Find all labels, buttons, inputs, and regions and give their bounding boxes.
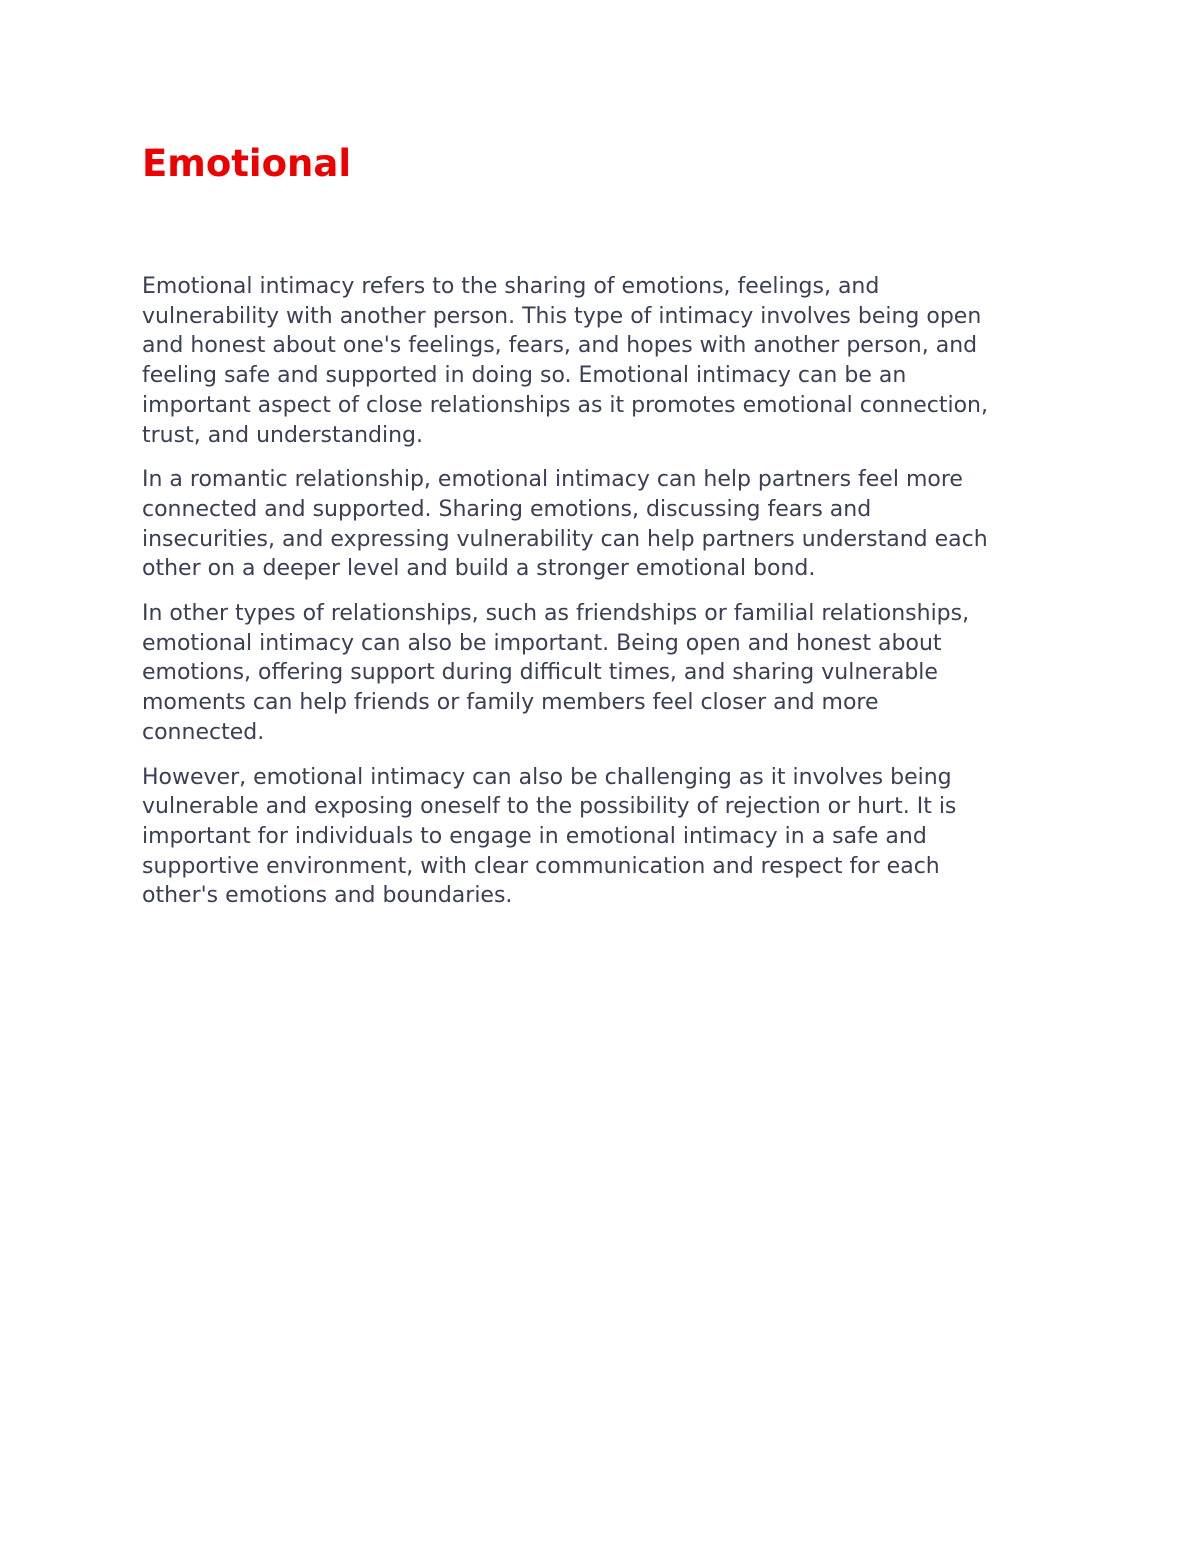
document-body [142,272,1062,911]
document-content [142,140,1062,926]
paragraph-challenges: However, emotional intimacy can also be challenging as it involves being vulnerable and exposing oneself to the possibility of rejection or hurt. It is important for individuals to engage in emotional intimacy in a safe and supportive environment, with clear communication and respect for each other's emotions and boundaries. [142,764,957,909]
document-title: Emotional [142,142,352,185]
paragraph-romantic: In a romantic relationship, emotional intimacy can help partners feel more connected and supported. Sharing emotions, discussing fears and insecurities, and expressing vulnerability can help partners understand each other on a deeper level and build a stronger emotional bond. [142,467,988,582]
paragraph-definition: Emotional intimacy refers to the sharing of emotions, feelings, and vulnerability with another person. This type of intimacy involves being open and honest about one's feelings, fears, and hopes with another person, and feeling safe and supported in doing so. Emotional intimacy can be an important aspect of close relationships as it promotes emotional connection, trust, and understanding. [142,274,988,448]
paragraph-other-relationships: In other types of relationships, such as friendships or familial relationships, emotional intimacy can also be important. Being open and honest about emotions, offering support during difficult times, and sharing vulnerable moments can help friends or family members feel closer and more connected. [142,601,970,745]
